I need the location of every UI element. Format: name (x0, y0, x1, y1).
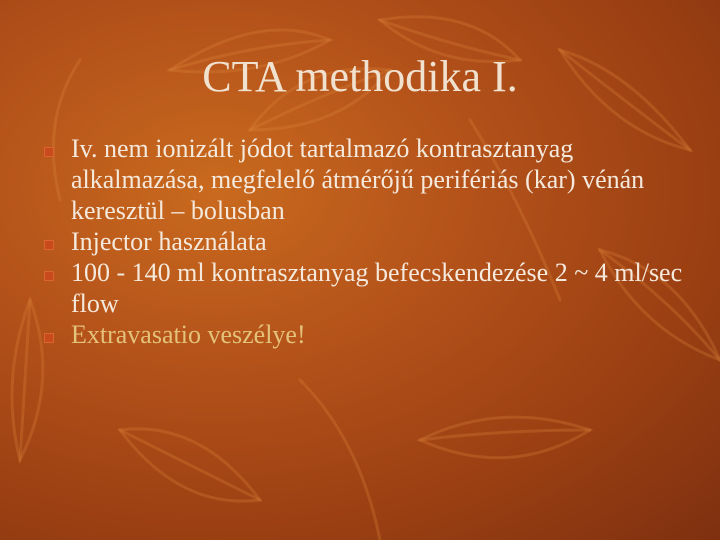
bullet-text: Injector használata (71, 227, 267, 256)
square-bullet-icon (44, 240, 54, 250)
slide-title: CTA methodika I. (202, 52, 518, 101)
square-bullet-icon (44, 147, 54, 157)
bullet-item (44, 257, 684, 319)
bullet-text: Iv. nem ionizált jódot tartalmazó kontrasztanyag alkalmazása, megfelelő átmérőjű perifériás (kar) vénán keresztül – bolusban (71, 134, 645, 225)
bullet-item-warning (44, 319, 684, 350)
bullet-item (44, 133, 684, 226)
bullet-text: 100 - 140 ml kontrasztanyag befecskendezése 2 ~ 4 ml/sec flow (71, 258, 683, 318)
bullet-text: Extravasatio veszélye! (71, 320, 306, 349)
bullet-list (44, 133, 684, 350)
square-bullet-icon (44, 271, 54, 281)
bullet-item (44, 226, 684, 257)
square-bullet-icon (44, 333, 54, 343)
